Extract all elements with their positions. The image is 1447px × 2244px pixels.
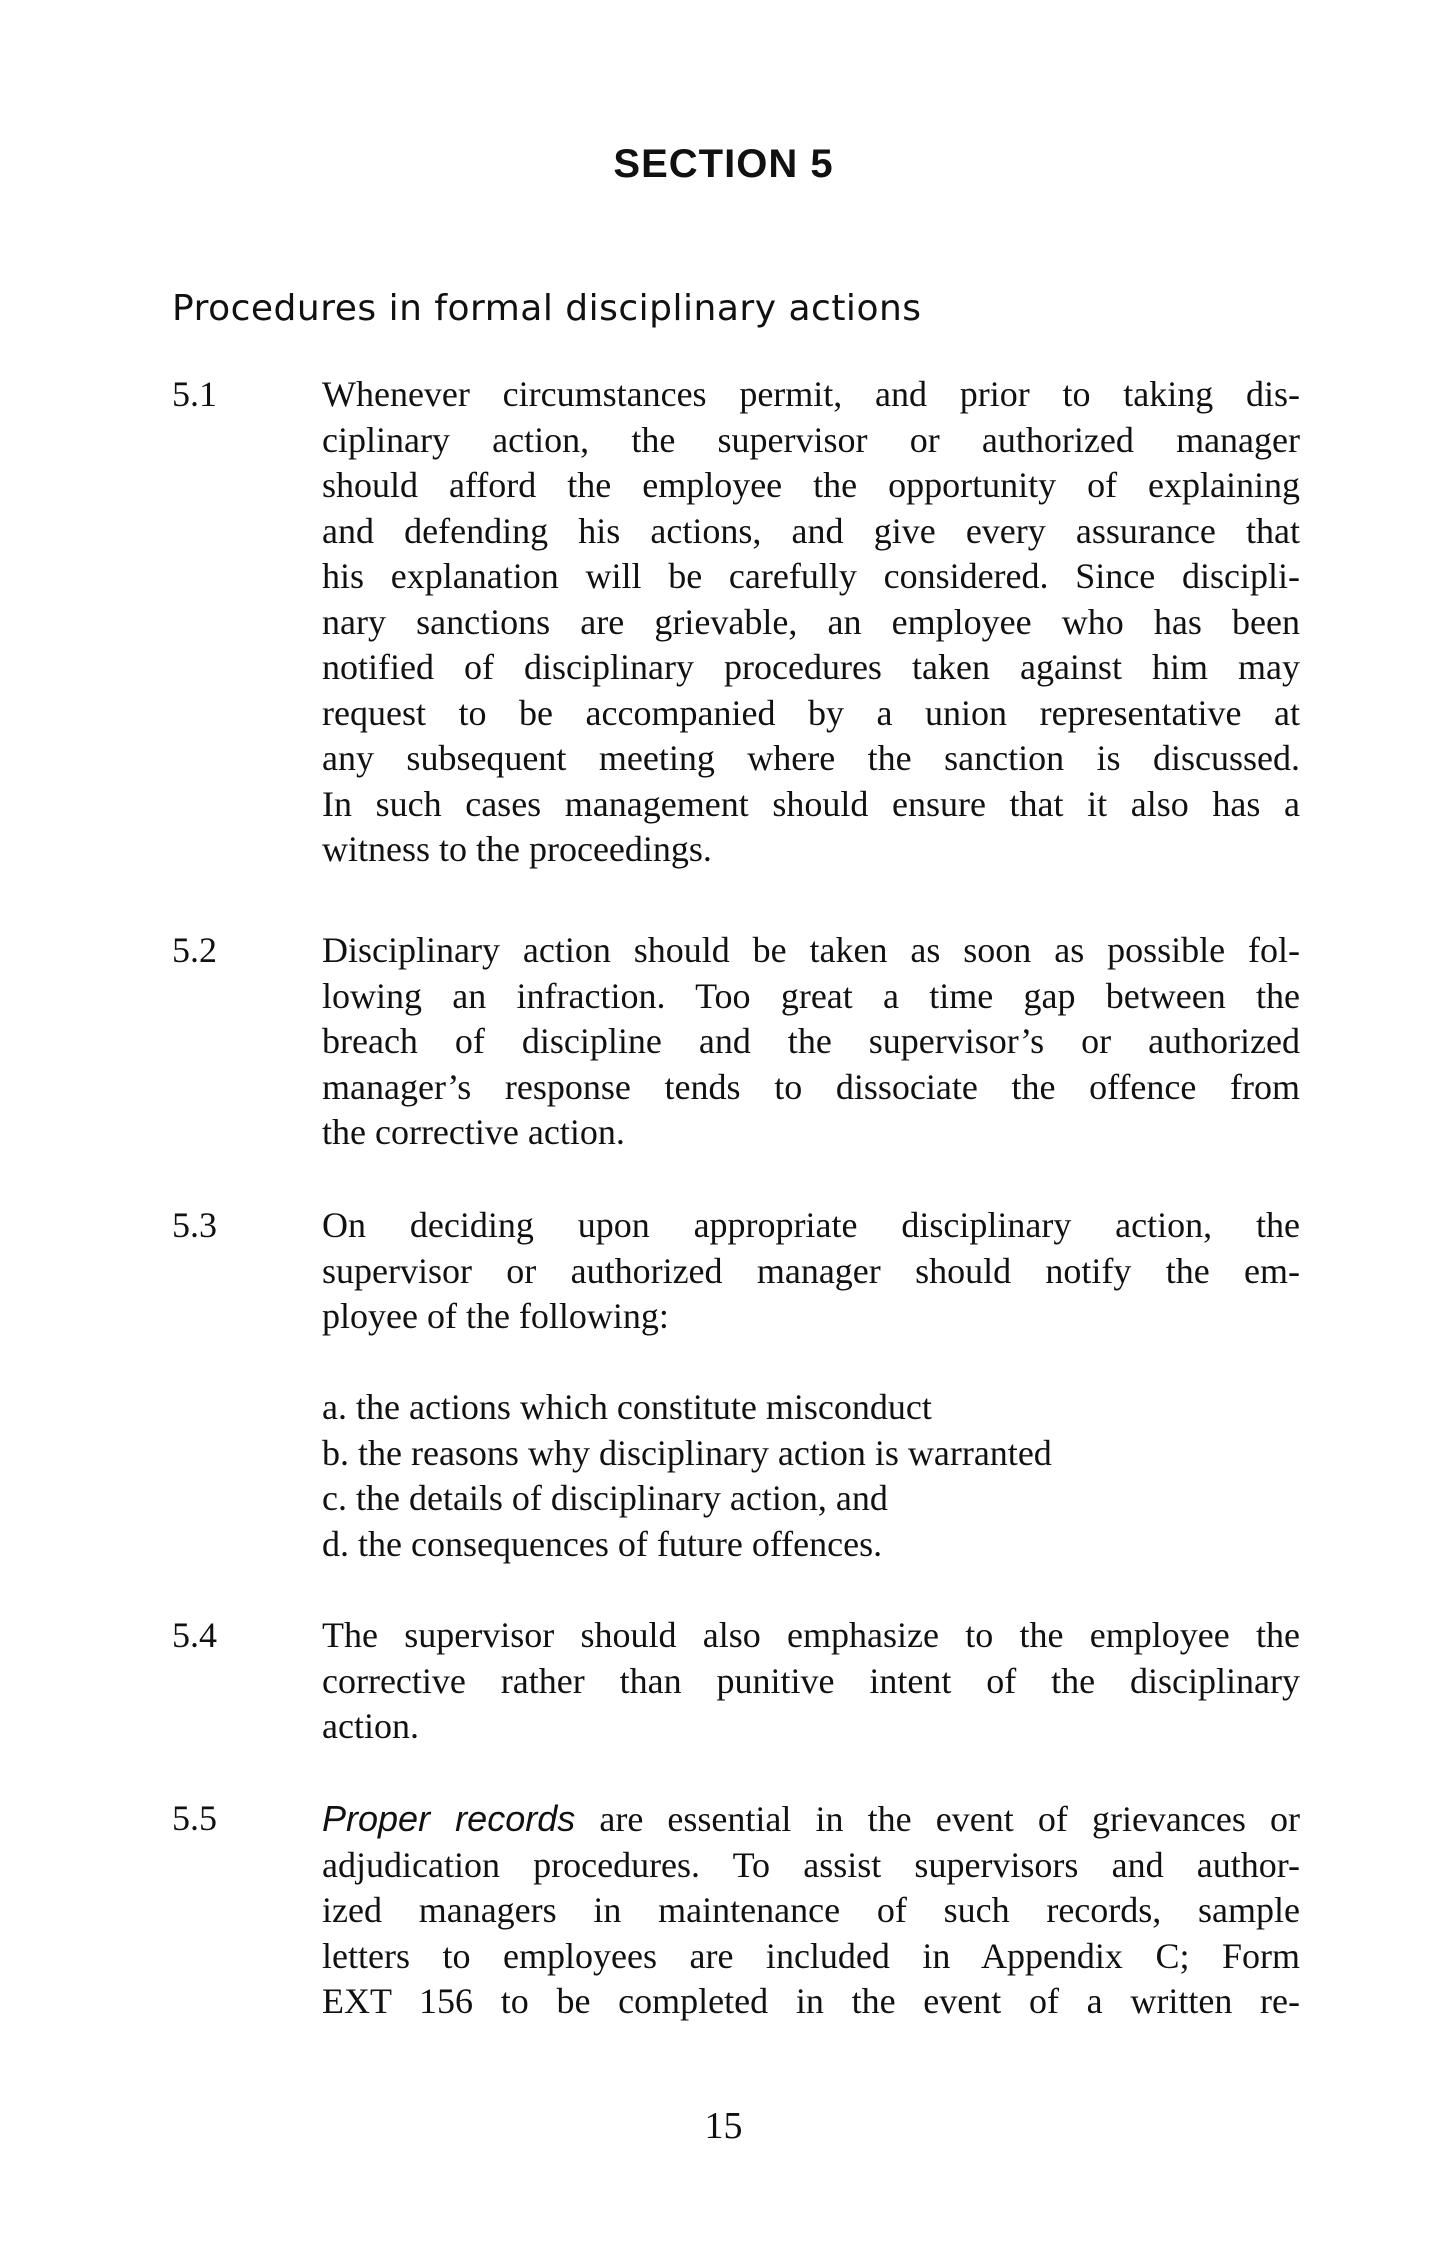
paragraph-line: nary sanctions are grievable, an employee who has been (322, 601, 1300, 642)
paragraph-text (322, 1796, 1300, 2025)
paragraph-line: any subsequent meeting where the sanction is discussed. (322, 738, 1300, 778)
paragraph-text (322, 372, 1300, 873)
paragraph-number: 5.2 (172, 930, 217, 970)
paragraph-line: his explanation will be carefully considered. Since discipli- (322, 556, 1300, 596)
paragraph-number: 5.1 (172, 374, 217, 414)
paragraph-line: ciplinary action, the supervisor or authorized manager (322, 419, 1300, 460)
paragraph-line (322, 1796, 1300, 1843)
paragraph-line: action. (322, 1706, 419, 1746)
paragraph-line: and defending his actions, and give every assurance that (322, 510, 1300, 551)
page-number: 15 (704, 2105, 743, 2147)
paragraph-text (322, 1203, 1300, 1340)
paragraph-line: The supervisor should also emphasize to the employee the (322, 1615, 1300, 1655)
list-item: a. the actions which constitute misconduct (322, 1387, 932, 1427)
misconduct-list (322, 1385, 1052, 1567)
paragraph-line: letters to employees are included in Appendix C; Form (322, 1935, 1300, 1976)
list-item: b. the reasons why disciplinary action is warranted (322, 1432, 1052, 1473)
paragraph-line: On deciding upon appropriate disciplinary action, the (322, 1205, 1300, 1245)
list-item: c. the details of disciplinary action, and (322, 1478, 888, 1518)
paragraph-line: lowing an infraction. Too great a time gap between the (322, 975, 1300, 1016)
paragraph-line: should afford the employee the opportunity of explaining (322, 465, 1300, 505)
paragraph-number: 5.4 (172, 1615, 217, 1655)
section-subheading: Procedures in formal disciplinary actions (172, 288, 922, 329)
italic-emphasis: Proper records (322, 1798, 576, 1839)
paragraph-line: notified of disciplinary procedures taken against him may (322, 647, 1300, 687)
paragraph-text (322, 928, 1300, 1156)
paragraph-line: In such cases management should ensure that it also has a (322, 783, 1300, 824)
paragraph-line: breach of discipline and the supervisor’s or authorized (322, 1021, 1300, 1061)
paragraph-line: the corrective action. (322, 1112, 625, 1152)
paragraph-line: ployee of the following: (322, 1296, 669, 1336)
paragraph-line: adjudication procedures. To assist supervisors and author- (322, 1844, 1300, 1885)
paragraph-line: witness to the proceedings. (322, 829, 712, 869)
paragraph-number: 5.5 (172, 1798, 217, 1838)
paragraph-number: 5.3 (172, 1205, 217, 1245)
paragraph-line-rest: are essential in the event of grievances or (575, 1799, 1300, 1839)
paragraph-line: request to be accompanied by a union representative at (322, 692, 1300, 733)
paragraph-line: supervisor or authorized manager should notify the em- (322, 1250, 1300, 1291)
paragraph-line: Disciplinary action should be taken as soon as possible fol- (322, 930, 1300, 970)
paragraph-text (322, 1613, 1300, 1750)
paragraph-line: manager’s response tends to dissociate the offence from (322, 1066, 1300, 1107)
paragraph-line: ized managers in maintenance of such records, sample (322, 1890, 1300, 1930)
paragraph-line: corrective rather than punitive intent of the disciplinary (322, 1660, 1300, 1701)
list-item: d. the consequences of future offences. (322, 1523, 883, 1564)
paragraph-line: Whenever circumstances permit, and prior to taking dis- (322, 374, 1300, 414)
section-heading: SECTION 5 (613, 142, 834, 186)
paragraph-line: EXT 156 to be completed in the event of a written re- (322, 1981, 1300, 2021)
